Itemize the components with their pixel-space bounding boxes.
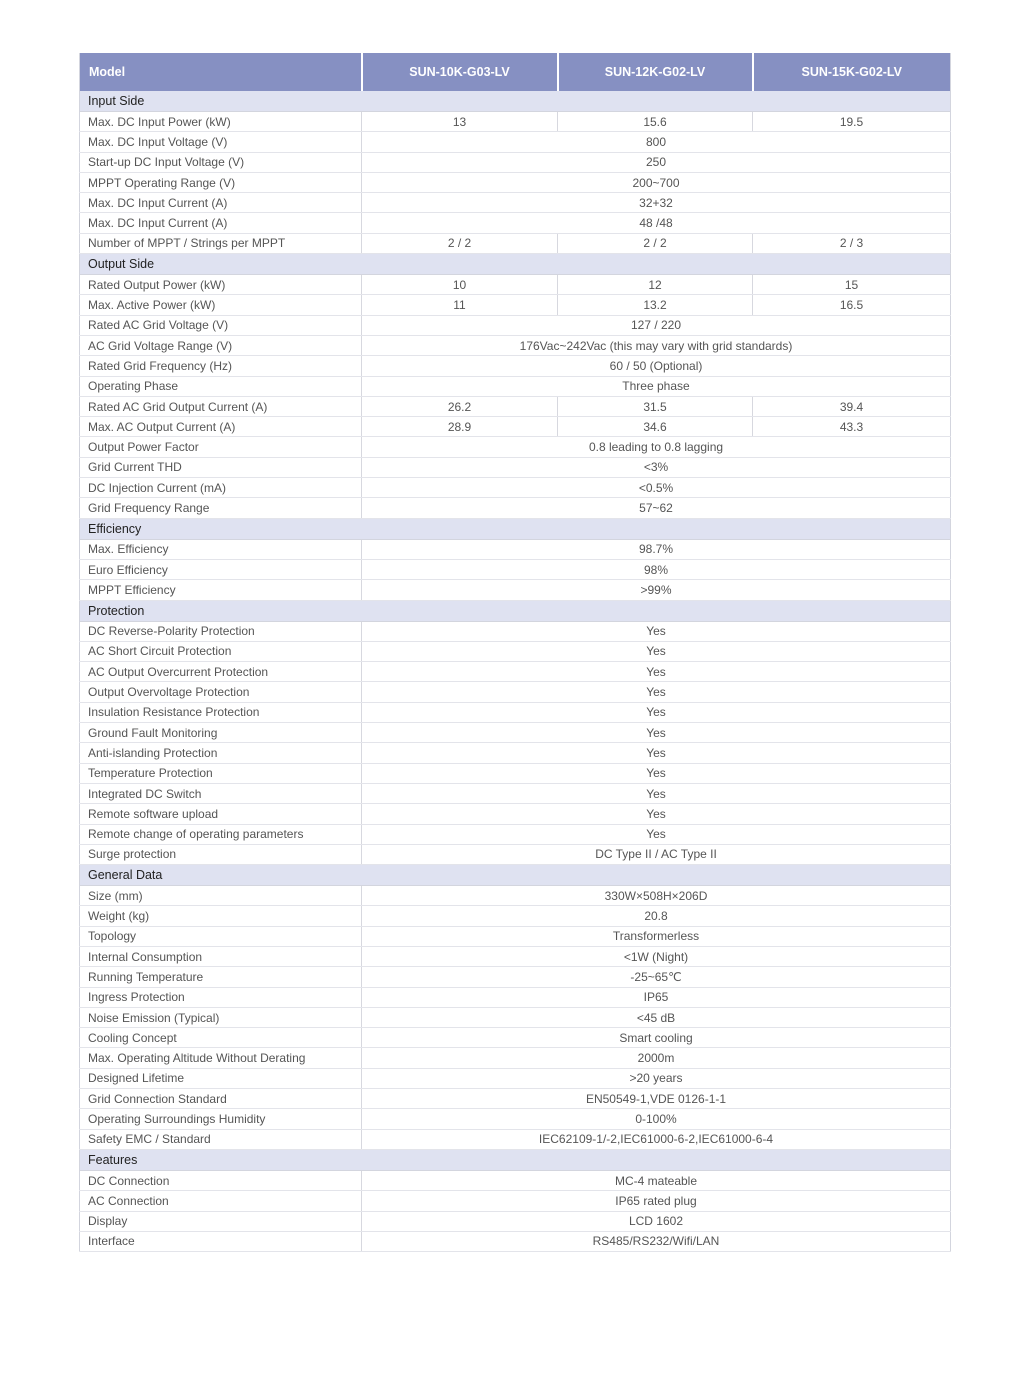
table-row xyxy=(80,946,951,966)
table-row xyxy=(80,580,951,600)
row-label: Designed Lifetime xyxy=(80,1068,362,1088)
row-value: 250 xyxy=(362,152,951,172)
row-value: -25~65℃ xyxy=(362,967,951,987)
row-label: Running Temperature xyxy=(80,967,362,987)
section-header-row xyxy=(80,600,951,621)
table-row xyxy=(80,824,951,844)
row-value: 19.5 xyxy=(753,112,951,132)
table-row xyxy=(80,1048,951,1068)
row-value: 11 xyxy=(362,295,558,315)
row-label: Max. DC Input Power (kW) xyxy=(80,112,362,132)
table-row xyxy=(80,457,951,477)
row-value: Yes xyxy=(362,702,951,722)
row-label: AC Connection xyxy=(80,1191,362,1211)
row-label: Safety EMC / Standard xyxy=(80,1129,362,1149)
row-value: 43.3 xyxy=(753,417,951,437)
row-value: Yes xyxy=(362,621,951,641)
row-value: 10 xyxy=(362,275,558,295)
table-row xyxy=(80,1191,951,1211)
row-label: Max. Active Power (kW) xyxy=(80,295,362,315)
table-row xyxy=(80,417,951,437)
section-header-row xyxy=(80,865,951,886)
section-title: Features xyxy=(80,1149,951,1170)
row-value: <3% xyxy=(362,457,951,477)
row-label: Noise Emission (Typical) xyxy=(80,1007,362,1027)
spec-body xyxy=(80,91,951,1252)
section-title: Protection xyxy=(80,600,951,621)
row-value: 200~700 xyxy=(362,172,951,192)
table-row xyxy=(80,783,951,803)
row-label: Remote software upload xyxy=(80,804,362,824)
row-label: Topology xyxy=(80,926,362,946)
row-label: MPPT Operating Range (V) xyxy=(80,172,362,192)
row-value: IP65 rated plug xyxy=(362,1191,951,1211)
row-value: 39.4 xyxy=(753,396,951,416)
row-value: 12 xyxy=(558,275,753,295)
row-value: 0.8 leading to 0.8 lagging xyxy=(362,437,951,457)
row-label: Anti-islanding Protection xyxy=(80,743,362,763)
row-value: 20.8 xyxy=(362,906,951,926)
row-value: Yes xyxy=(362,783,951,803)
section-header-row xyxy=(80,91,951,112)
row-value: 176Vac~242Vac (this may vary with grid standards) xyxy=(362,335,951,355)
section-title: Output Side xyxy=(80,254,951,275)
table-row xyxy=(80,132,951,152)
row-value: <1W (Night) xyxy=(362,946,951,966)
table-row xyxy=(80,295,951,315)
table-row xyxy=(80,621,951,641)
row-label: Weight (kg) xyxy=(80,906,362,926)
row-value: Yes xyxy=(362,804,951,824)
table-row xyxy=(80,1007,951,1027)
row-value: 57~62 xyxy=(362,498,951,518)
row-value: Smart cooling xyxy=(362,1028,951,1048)
row-label: AC Grid Voltage Range (V) xyxy=(80,335,362,355)
row-label: Max. DC Input Voltage (V) xyxy=(80,132,362,152)
row-label: Rated Output Power (kW) xyxy=(80,275,362,295)
row-value: EN50549-1,VDE 0126-1-1 xyxy=(362,1089,951,1109)
row-label: AC Short Circuit Protection xyxy=(80,641,362,661)
row-label: Operating Surroundings Humidity xyxy=(80,1109,362,1129)
row-label: Interface xyxy=(80,1231,362,1251)
table-row xyxy=(80,152,951,172)
table-row xyxy=(80,906,951,926)
section-header-row xyxy=(80,1149,951,1170)
row-value: 98% xyxy=(362,559,951,579)
row-label: Operating Phase xyxy=(80,376,362,396)
row-label: Rated AC Grid Voltage (V) xyxy=(80,315,362,335)
table-row xyxy=(80,193,951,213)
table-row xyxy=(80,396,951,416)
table-row xyxy=(80,967,951,987)
row-value: 800 xyxy=(362,132,951,152)
row-value: >99% xyxy=(362,580,951,600)
row-value: Yes xyxy=(362,641,951,661)
row-value: 2 / 2 xyxy=(558,233,753,253)
row-value: 26.2 xyxy=(362,396,558,416)
table-row xyxy=(80,437,951,457)
row-value: Three phase xyxy=(362,376,951,396)
table-row xyxy=(80,233,951,253)
row-value: DC Type II / AC Type II xyxy=(362,844,951,864)
row-value: IEC62109-1/-2,IEC61000-6-2,IEC61000-6-4 xyxy=(362,1129,951,1149)
row-label: Internal Consumption xyxy=(80,946,362,966)
row-label: Display xyxy=(80,1211,362,1231)
row-value: 13 xyxy=(362,112,558,132)
table-row xyxy=(80,804,951,824)
row-value: 330W×508H×206D xyxy=(362,886,951,906)
row-label: Grid Current THD xyxy=(80,457,362,477)
row-label: Max. DC Input Current (A) xyxy=(80,193,362,213)
row-label: Output Overvoltage Protection xyxy=(80,682,362,702)
section-title: Efficiency xyxy=(80,518,951,539)
table-row xyxy=(80,1068,951,1088)
row-value: MC-4 mateable xyxy=(362,1170,951,1190)
table-row xyxy=(80,1129,951,1149)
table-row xyxy=(80,987,951,1007)
row-label: Remote change of operating parameters xyxy=(80,824,362,844)
row-label: DC Reverse-Polarity Protection xyxy=(80,621,362,641)
row-value: RS485/RS232/Wifi/LAN xyxy=(362,1231,951,1251)
table-row xyxy=(80,763,951,783)
table-row xyxy=(80,478,951,498)
row-value: 48 /48 xyxy=(362,213,951,233)
row-value: 127 / 220 xyxy=(362,315,951,335)
row-label: Ground Fault Monitoring xyxy=(80,723,362,743)
table-row xyxy=(80,743,951,763)
table-row xyxy=(80,1028,951,1048)
row-value: LCD 1602 xyxy=(362,1211,951,1231)
row-value: 34.6 xyxy=(558,417,753,437)
row-label: DC Injection Current (mA) xyxy=(80,478,362,498)
row-value: <45 dB xyxy=(362,1007,951,1027)
row-value: IP65 xyxy=(362,987,951,1007)
row-label: Integrated DC Switch xyxy=(80,783,362,803)
row-value: 15 xyxy=(753,275,951,295)
spec-table xyxy=(79,53,951,1252)
section-header-row xyxy=(80,518,951,539)
row-label: Max. AC Output Current (A) xyxy=(80,417,362,437)
table-row xyxy=(80,559,951,579)
row-label: Size (mm) xyxy=(80,886,362,906)
model-column-header: SUN-15K-G02-LV xyxy=(753,53,951,91)
table-row xyxy=(80,335,951,355)
table-row xyxy=(80,112,951,132)
row-label: Rated Grid Frequency (Hz) xyxy=(80,356,362,376)
table-row xyxy=(80,1211,951,1231)
table-row xyxy=(80,1170,951,1190)
row-value: 28.9 xyxy=(362,417,558,437)
row-label: Euro Efficiency xyxy=(80,559,362,579)
table-row xyxy=(80,723,951,743)
row-label: MPPT Efficiency xyxy=(80,580,362,600)
table-row xyxy=(80,1089,951,1109)
row-value: 2000m xyxy=(362,1048,951,1068)
row-value: Transformerless xyxy=(362,926,951,946)
row-value: 13.2 xyxy=(558,295,753,315)
table-row xyxy=(80,356,951,376)
section-title: Input Side xyxy=(80,91,951,112)
row-value: 60 / 50 (Optional) xyxy=(362,356,951,376)
model-column-header: SUN-12K-G02-LV xyxy=(558,53,753,91)
table-row xyxy=(80,844,951,864)
row-label: Grid Connection Standard xyxy=(80,1089,362,1109)
header-row xyxy=(80,53,951,91)
row-label: Rated AC Grid Output Current (A) xyxy=(80,396,362,416)
row-label: Surge protection xyxy=(80,844,362,864)
row-value: Yes xyxy=(362,824,951,844)
row-value: Yes xyxy=(362,682,951,702)
table-row xyxy=(80,275,951,295)
row-label: AC Output Overcurrent Protection xyxy=(80,662,362,682)
row-value: 32+32 xyxy=(362,193,951,213)
row-value: Yes xyxy=(362,662,951,682)
row-label: Temperature Protection xyxy=(80,763,362,783)
row-value: 16.5 xyxy=(753,295,951,315)
row-label: DC Connection xyxy=(80,1170,362,1190)
table-row xyxy=(80,1231,951,1251)
table-row xyxy=(80,1109,951,1129)
model-column-header: SUN-10K-G03-LV xyxy=(362,53,558,91)
table-row xyxy=(80,886,951,906)
table-row xyxy=(80,641,951,661)
table-row xyxy=(80,498,951,518)
row-value: 2 / 3 xyxy=(753,233,951,253)
row-label: Grid Frequency Range xyxy=(80,498,362,518)
section-title: General Data xyxy=(80,865,951,886)
row-value: >20 years xyxy=(362,1068,951,1088)
row-label: Max. Efficiency xyxy=(80,539,362,559)
row-value: 0-100% xyxy=(362,1109,951,1129)
row-label: Insulation Resistance Protection xyxy=(80,702,362,722)
row-value: 2 / 2 xyxy=(362,233,558,253)
table-row xyxy=(80,662,951,682)
section-header-row xyxy=(80,254,951,275)
row-value: Yes xyxy=(362,723,951,743)
row-label: Max. DC Input Current (A) xyxy=(80,213,362,233)
row-value: Yes xyxy=(362,743,951,763)
table-row xyxy=(80,702,951,722)
table-row xyxy=(80,213,951,233)
table-row xyxy=(80,682,951,702)
table-row xyxy=(80,315,951,335)
row-value: 31.5 xyxy=(558,396,753,416)
model-header: Model xyxy=(80,53,362,91)
row-value: 98.7% xyxy=(362,539,951,559)
table-row xyxy=(80,926,951,946)
row-label: Number of MPPT / Strings per MPPT xyxy=(80,233,362,253)
row-label: Max. Operating Altitude Without Derating xyxy=(80,1048,362,1068)
row-value: <0.5% xyxy=(362,478,951,498)
row-label: Cooling Concept xyxy=(80,1028,362,1048)
row-label: Start-up DC Input Voltage (V) xyxy=(80,152,362,172)
table-row xyxy=(80,376,951,396)
row-value: 15.6 xyxy=(558,112,753,132)
table-row xyxy=(80,172,951,192)
row-value: Yes xyxy=(362,763,951,783)
row-label: Output Power Factor xyxy=(80,437,362,457)
table-row xyxy=(80,539,951,559)
row-label: Ingress Protection xyxy=(80,987,362,1007)
